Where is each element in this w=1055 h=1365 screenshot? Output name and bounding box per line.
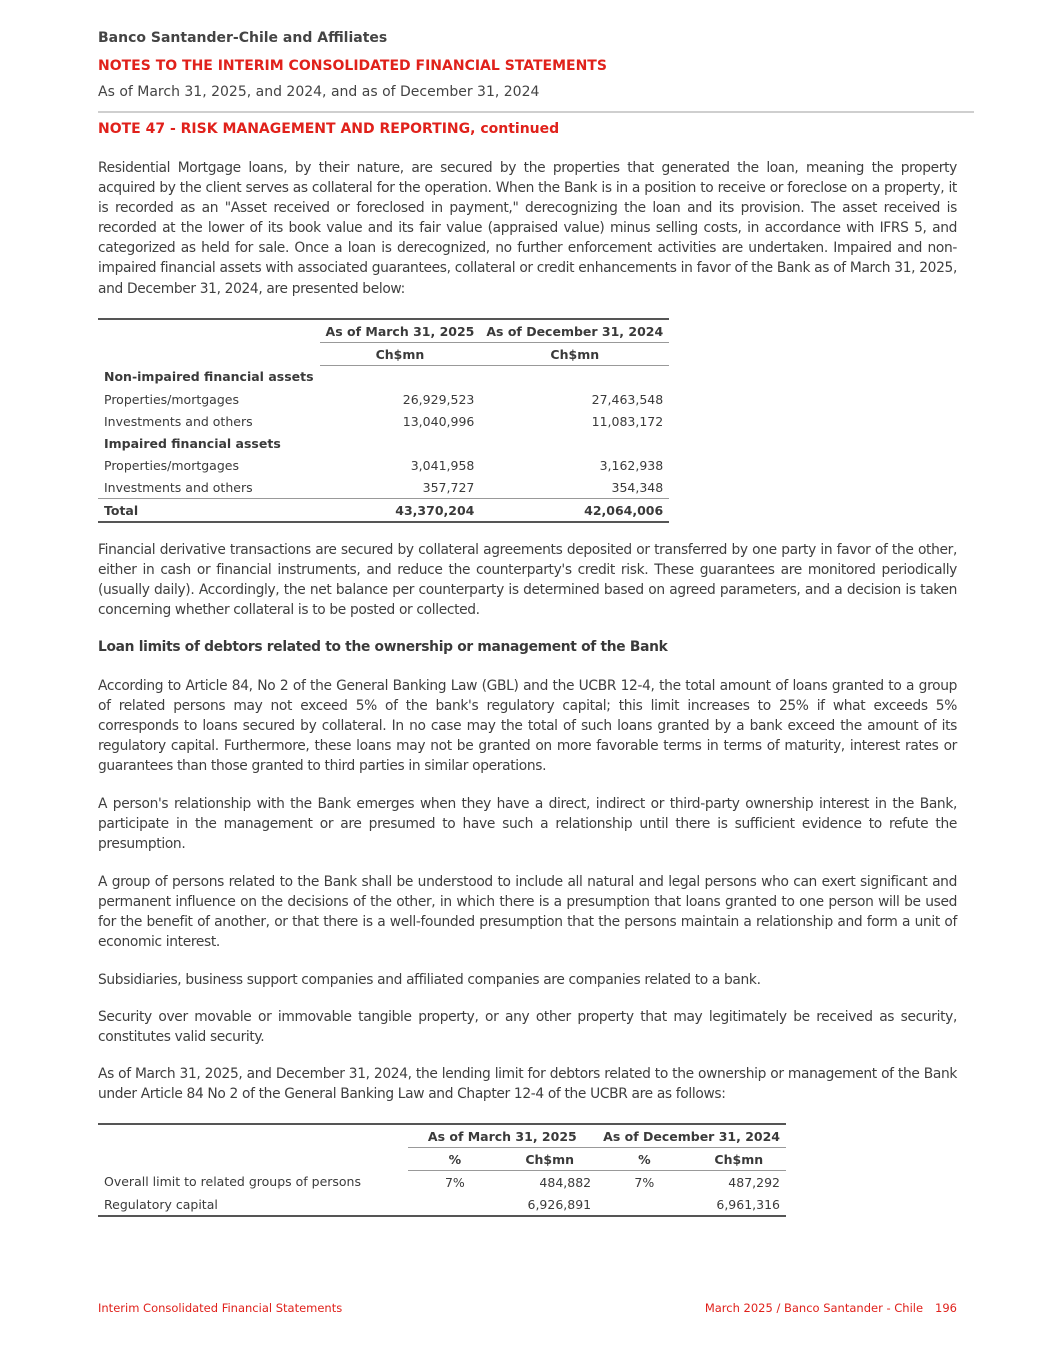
cell-value: 7%: [444, 1174, 465, 1190]
table-row: [98, 1193, 786, 1216]
cell-value: 13,040,996: [402, 413, 475, 429]
column-header: As of March 31, 2025: [408, 1124, 598, 1148]
notes-title: NOTES TO THE INTERIM CONSOLIDATED FINANCIAL STATEMENTS: [98, 58, 607, 74]
table-corner: [98, 1124, 408, 1148]
table-corner: [98, 1148, 408, 1171]
table-row: [98, 1171, 786, 1194]
note-title: NOTE 47 - RISK MANAGEMENT AND REPORTING, continued: [98, 121, 560, 137]
row-label: Properties/mortgages: [104, 457, 239, 473]
paragraph-security: Security over movable or immovable tangible property, or any other property that may legitimately be received as security, constitutes valid security.: [98, 1009, 957, 1046]
cell-value: 27,463,548: [591, 391, 664, 407]
table-corner: [98, 343, 320, 366]
cell-value: 7%: [634, 1174, 655, 1190]
cell-value: 42,064,006: [480, 499, 669, 523]
total-row: [98, 499, 669, 523]
cell-value: 3,041,958: [410, 457, 475, 473]
cell-value: 43,370,204: [320, 499, 481, 523]
paragraph-derivatives: Financial derivative transactions are secured by collateral agreements deposited or transferred by one party in favor of the other, either in cash or financial instruments, and reduce the counterparty's credit risk. These guarantees are monitored periodically (usually daily). Accordingly, the net balance per counterparty is determined based on agreed parameters, and a decision is taken concerning whether collateral is to be posted or collected.: [98, 542, 957, 619]
column-header: As of March 31, 2025: [320, 319, 481, 343]
cell-value: 11,083,172: [591, 413, 664, 429]
cell-empty: [408, 1193, 503, 1216]
cell-value: 487,292: [728, 1174, 780, 1190]
paragraph-relationship: A person's relationship with the Bank emerges when they have a direct, indirect or third-party ownership interest in the Bank, participate in the management or are presumed to have such a relationship until there is sufficient evidence to refute the presumption.: [98, 796, 957, 853]
row-label: Investments and others: [104, 413, 253, 429]
lending-limit-table: [98, 1123, 786, 1217]
cell-value: 6,926,891: [502, 1193, 597, 1216]
cell-value: 26,929,523: [402, 391, 475, 407]
table-row: [98, 454, 669, 476]
paragraph-mortgage-loans: Residential Mortgage loans, by their nature, are secured by the properties that generated the loan, meaning the property acquired by the client serves as collateral for the operation. When the Bank is in a position to receive or foreclose on a property, it is recorded as an "Asset received or foreclosed in payment," derecognizing the loan and its provision. The asset received is recorded at the lower of its book value and its fair value (appraised value) minus selling costs, in accordance with IFRS 5, and categorized as held for sale. Once a loan is derecognized, no further enforcement activities are undertaken. Impaired and non-impaired financial assets with associated guarantees, collateral or credit enhancements in favor of the Bank as of March 31, 2025, and December 31, 2024, are presented below:: [98, 160, 957, 297]
table-row: [98, 476, 669, 499]
footer-document-title: Interim Consolidated Financial Statements: [98, 1301, 343, 1315]
cell-value: 484,882: [539, 1174, 592, 1190]
table-row: [98, 388, 669, 410]
column-unit: Ch$mn: [692, 1148, 786, 1171]
row-label: Overall limit to related groups of persons: [104, 1174, 361, 1190]
header-divider: [98, 111, 974, 113]
column-unit: Ch$mn: [502, 1148, 597, 1171]
row-label: Total: [98, 499, 320, 523]
guarantees-table: [98, 318, 669, 523]
cell-value: 3,162,938: [599, 457, 664, 473]
column-header: As of December 31, 2024: [597, 1124, 786, 1148]
row-label: Properties/mortgages: [104, 391, 239, 407]
page-number: 196: [935, 1301, 957, 1315]
as-of-date: As of March 31, 2025, and 2024, and as of December 31, 2024: [98, 84, 540, 100]
loan-limits-subheading: Loan limits of debtors related to the ownership or management of the Bank: [98, 639, 668, 655]
footer-publication: [705, 1301, 957, 1315]
section-label: Impaired financial assets: [104, 435, 281, 451]
column-unit: %: [597, 1148, 691, 1171]
cell-value: 357,727: [320, 476, 481, 499]
table-corner: [98, 319, 320, 343]
section-label: Non-impaired financial assets: [104, 369, 314, 385]
table-row: [98, 410, 669, 432]
cell-empty: [597, 1193, 691, 1216]
row-label: Regulatory capital: [98, 1193, 408, 1216]
paragraph-subsidiaries: Subsidiaries, business support companies and affiliated companies are companies related to a bank.: [98, 972, 761, 988]
company-name: Banco Santander-Chile and Affiliates: [98, 30, 388, 46]
row-label: Investments and others: [98, 476, 320, 499]
footer-publication-label: March 2025 / Banco Santander - Chile: [704, 1301, 924, 1315]
column-unit: Ch$mn: [320, 343, 481, 366]
cell-value: 354,348: [480, 476, 669, 499]
paragraph-group-of-persons: A group of persons related to the Bank shall be understood to include all natural and legal persons who can exert significant and permanent influence on the decisions of the other, in which there is a presumption that loans granted to one person will be used for the benefit of another, or that there is a well-founded presumption that the persons maintain a relationship and form a unit of economic interest.: [98, 874, 957, 951]
column-unit: Ch$mn: [480, 343, 669, 366]
paragraph-lending-limit: As of March 31, 2025, and December 31, 2024, the lending limit for debtors related to the ownership or management of the Bank under Article 84 No 2 of the General Banking Law and Chapter 12-4 of the UCBR are as follows:: [98, 1066, 957, 1103]
cell-value: 6,961,316: [692, 1193, 786, 1216]
column-unit: %: [408, 1148, 503, 1171]
column-header: As of December 31, 2024: [480, 319, 669, 343]
paragraph-article-84: According to Article 84, No 2 of the General Banking Law (GBL) and the UCBR 12-4, the total amount of loans granted to a group of related persons may not exceed 5% of the bank's regulatory capital; this limit increases to 25% if what exceeds 5% corresponds to loans secured by collateral. In no case may the total of such loans granted by a bank exceed the amount of its regulatory capital. Furthermore, these loans may not be granted on more favorable terms in terms of maturity, interest rates or guarantees than those granted to third parties in similar operations.: [98, 678, 957, 775]
